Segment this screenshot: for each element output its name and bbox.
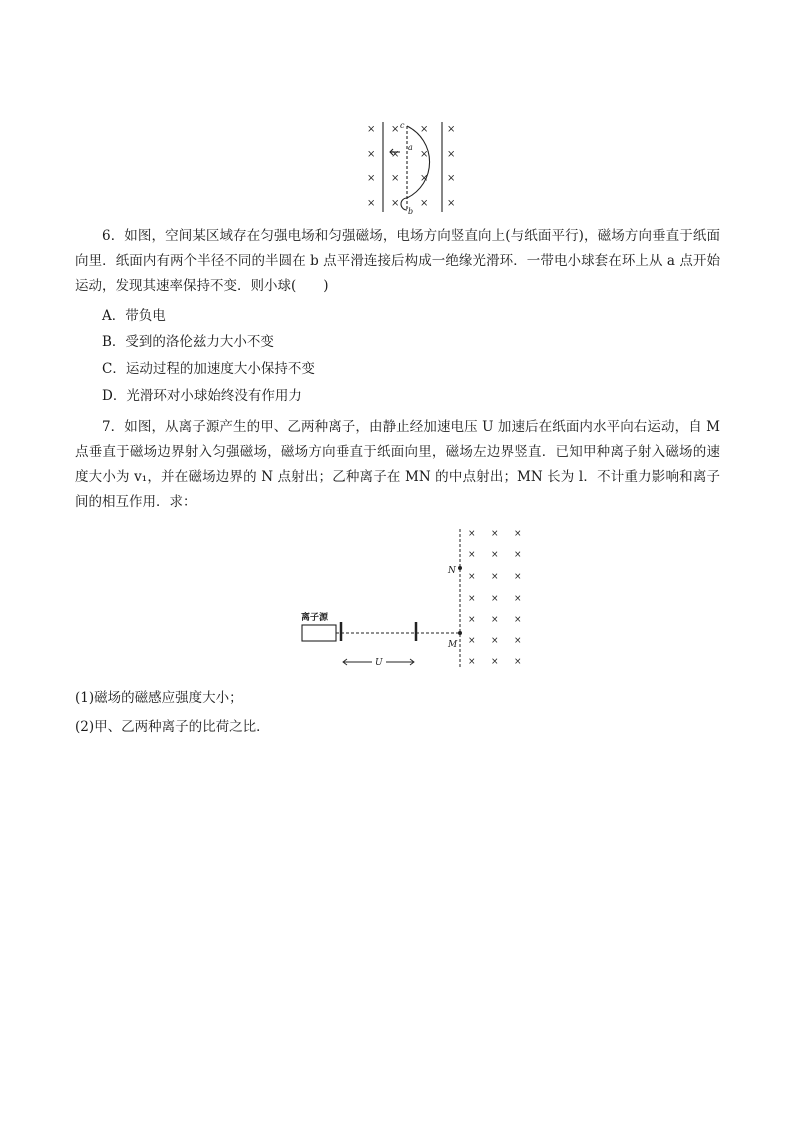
field-mark: × bbox=[367, 124, 376, 135]
field-mark: × bbox=[420, 124, 429, 135]
field-mark: × bbox=[367, 149, 376, 160]
field-mark: × bbox=[491, 594, 499, 604]
field-mark: × bbox=[391, 173, 400, 184]
field-mark: × bbox=[420, 198, 429, 209]
field-mark: × bbox=[468, 594, 476, 604]
q7-question-2: (2)甲、乙两种离子的比荷之比． bbox=[75, 719, 270, 735]
field-mark: × bbox=[447, 173, 456, 184]
field-mark: × bbox=[491, 529, 499, 539]
field-mark: × bbox=[514, 594, 522, 604]
point-c-label: c bbox=[400, 121, 405, 130]
q7-question-1: (1)磁场的磁感应强度大小； bbox=[75, 690, 243, 706]
field-mark: × bbox=[468, 529, 476, 539]
q6-option-a: A．带负电 bbox=[102, 308, 166, 324]
field-mark: × bbox=[468, 636, 476, 646]
field-mark: × bbox=[391, 198, 400, 209]
field-mark: × bbox=[514, 529, 522, 539]
field-mark: × bbox=[447, 198, 456, 209]
q7-figure bbox=[296, 525, 532, 671]
field-mark: × bbox=[367, 198, 376, 209]
field-mark: × bbox=[514, 550, 522, 560]
field-mark: × bbox=[420, 173, 429, 184]
field-mark: × bbox=[491, 572, 499, 582]
field-mark: × bbox=[514, 572, 522, 582]
q6-stem: 6．如图，空间某区域存在匀强电场和匀强磁场，电场方向竖直向上(与纸面平行)，磁场方向垂直于纸面向里．纸面内有两个半径不同的半圆在 b 点平滑连接后构成一绝缘光滑环．一带电小球套在环上从 a 点开始运动，发现其速率保持不变．则小球( ) bbox=[75, 228, 720, 294]
field-mark: × bbox=[514, 657, 522, 667]
q6-option-c: C．运动过程的加速度大小保持不变 bbox=[102, 361, 315, 377]
q6-option-d: D．光滑环对小球始终没有作用力 bbox=[102, 388, 302, 404]
point-b-label: b bbox=[408, 207, 414, 216]
field-mark: × bbox=[491, 657, 499, 667]
q6-option-b: B．受到的洛伦兹力大小不变 bbox=[102, 334, 274, 350]
q7-stem: 7．如图，从离子源产生的甲、乙两种离子，由静止经加速电压 U 加速后在纸面内水平向右运动，自 M 点垂直于磁场边界射入匀强磁场，磁场方向垂直于纸面向里，磁场左边界竖直．已知甲种离子射入磁场的速度大小为 v₁，并在磁场边界的 N 点射出；乙种离子在 MN 的中点射出；MN 长为 l．不计重力影响和离子间的相互作用．求： bbox=[75, 419, 720, 510]
voltage-u-label: U bbox=[375, 658, 383, 668]
field-mark: × bbox=[391, 149, 400, 160]
point-m-label: M bbox=[448, 640, 458, 650]
field-mark: × bbox=[468, 572, 476, 582]
field-mark: × bbox=[447, 124, 456, 135]
ion-source-label: 离子源 bbox=[301, 613, 329, 623]
field-mark: × bbox=[468, 657, 476, 667]
field-mark: × bbox=[514, 636, 522, 646]
field-mark: × bbox=[491, 550, 499, 560]
field-mark: × bbox=[514, 615, 522, 625]
field-mark: × bbox=[447, 149, 456, 160]
field-mark: × bbox=[491, 636, 499, 646]
field-mark: × bbox=[468, 550, 476, 560]
point-a-label: a bbox=[408, 143, 413, 152]
field-mark: × bbox=[367, 173, 376, 184]
field-mark: × bbox=[468, 615, 476, 625]
point-n-label: N bbox=[448, 566, 456, 576]
field-mark: × bbox=[420, 149, 429, 160]
field-mark: × bbox=[491, 615, 499, 625]
field-mark: × bbox=[391, 124, 400, 135]
q6-figure bbox=[360, 118, 468, 216]
